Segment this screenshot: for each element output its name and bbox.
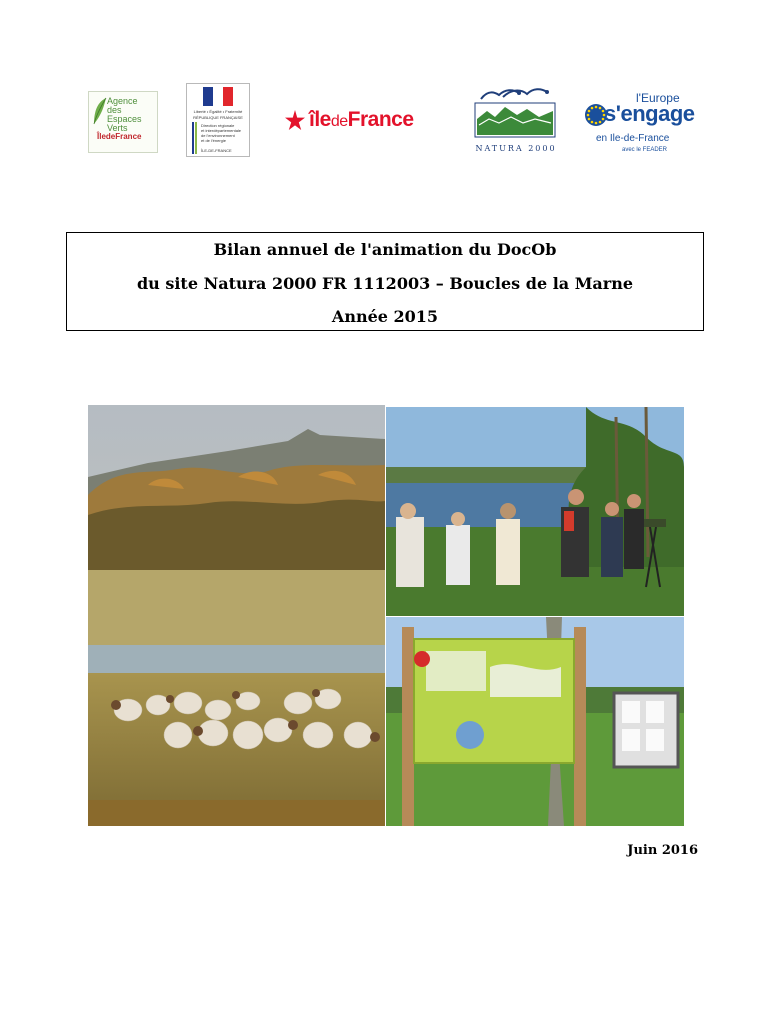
prefecture-region: ÎLE-DE-FRANCE	[201, 148, 232, 153]
french-flag-icon	[203, 87, 233, 106]
aev-line-1: Agence	[107, 96, 138, 106]
birdwatching-lake-photo	[386, 407, 684, 616]
aev-line-3: Verts	[107, 123, 128, 133]
natura-label: NATURA 2000	[475, 144, 557, 153]
aev-line-2: des Espaces	[107, 105, 142, 124]
publication-date: Juin 2016	[627, 843, 698, 858]
ile-de-france-logo	[284, 108, 444, 134]
prefecture-line-4: et interdépartementale	[201, 128, 242, 133]
prefecture-line-3: Direction régionale	[201, 123, 235, 128]
star-icon	[284, 110, 306, 132]
idf-de: de	[330, 113, 348, 130]
title-box	[66, 232, 704, 331]
natura-2000-logo	[473, 85, 559, 153]
prefecture-logo	[186, 83, 250, 157]
title-year: Année 2015	[331, 307, 439, 326]
agence-espaces-verts-logo	[88, 91, 158, 153]
eu-sub-label: en Ile-de-France	[596, 133, 670, 144]
title-line-2: du site Natura 2000 FR 1112003 – Boucles de la Marne	[136, 274, 634, 293]
eu-main-s: s'	[604, 101, 621, 126]
prefecture-republic: RÉPUBLIQUE FRANÇAISE	[193, 115, 243, 120]
prefecture-line-5: de l'environnement	[201, 133, 235, 138]
eu-foot-label: avec le FEADER	[622, 147, 668, 153]
europe-feader-logo	[582, 91, 695, 156]
eu-top-label: l'Europe	[636, 91, 680, 105]
sheep-grazing-photo	[88, 405, 385, 826]
prefecture-motto: Liberté • Égalité • Fraternité	[193, 109, 243, 114]
idf-ile: île	[309, 108, 331, 131]
natura-emblem-icon	[473, 85, 559, 141]
information-panel-photo	[386, 617, 684, 826]
eu-main-word: engage	[620, 101, 695, 126]
idf-france: France	[347, 108, 414, 131]
prefecture-line-6: et de l'énergie	[201, 138, 227, 143]
title-line-1: Bilan annuel de l'animation du DocOb	[213, 240, 557, 259]
color-bars-icon	[192, 122, 198, 154]
aev-region-label: ÎledeFrance	[97, 132, 142, 141]
leaf-icon	[92, 96, 108, 126]
